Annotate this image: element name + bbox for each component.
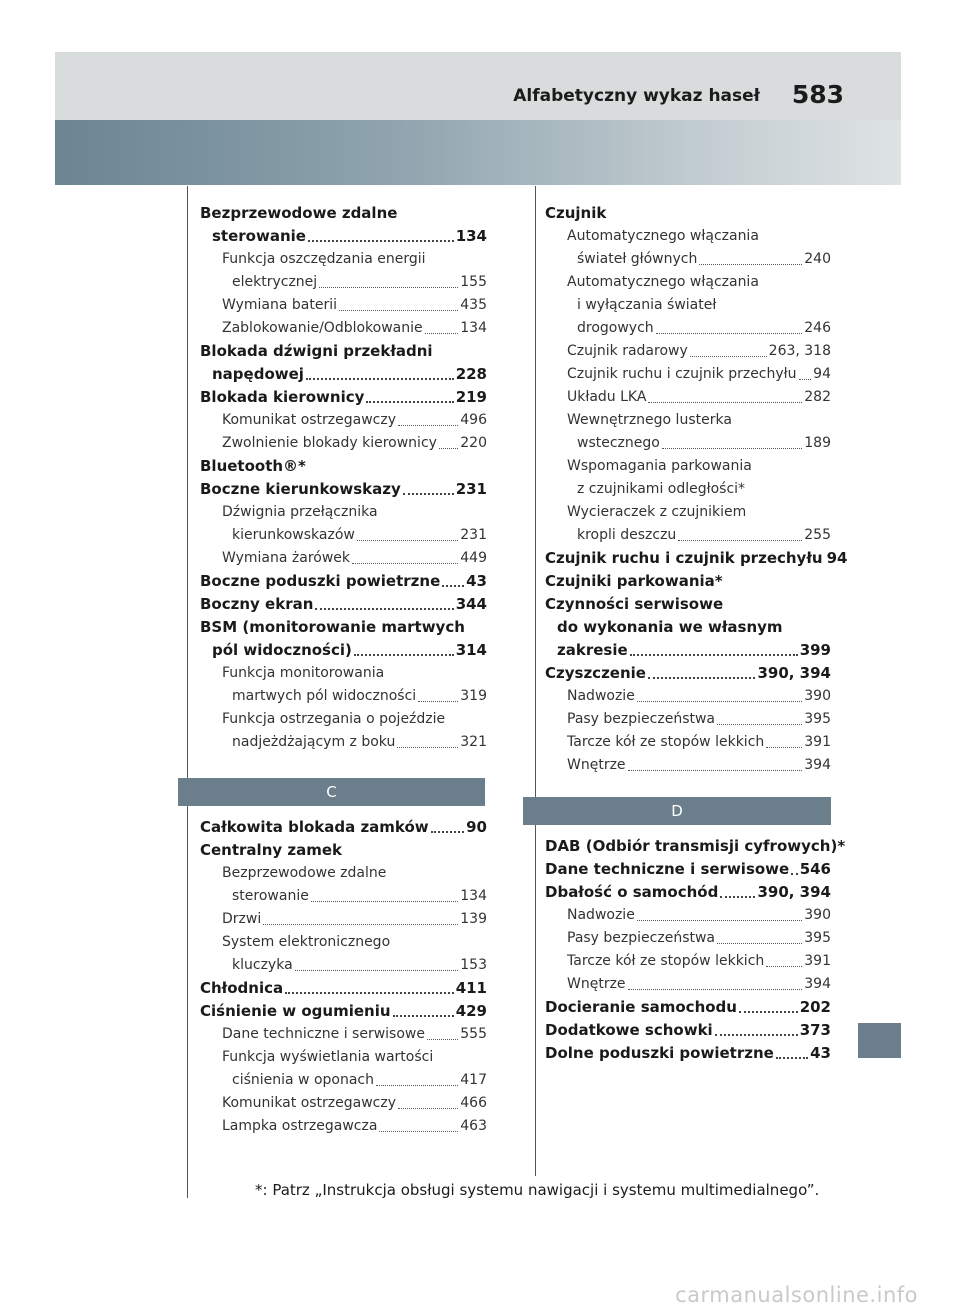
index-entry: [545, 881, 831, 904]
index-entry: [200, 248, 487, 271]
index-entry-page: 43: [466, 572, 487, 590]
index-entry-page: 391: [804, 953, 831, 969]
index-entry-text: Tarcze kół ze stopów lekkich: [567, 953, 765, 969]
index-entry-page: 466: [460, 1095, 487, 1111]
index-entry: [545, 927, 831, 950]
index-entry: [545, 904, 831, 927]
left-index-column: [200, 202, 487, 1138]
index-entry-page: 399: [799, 641, 831, 659]
index-entry: [200, 317, 487, 340]
index-entry-text: martwych pól widoczności: [232, 688, 417, 704]
index-entry: [545, 202, 831, 225]
index-entry: [200, 977, 487, 1000]
index-entry-text: Wewnętrznego lusterka: [567, 412, 732, 428]
index-entry-text: Wymiana baterii: [222, 297, 337, 313]
leader-dots: [308, 240, 454, 242]
index-entry-page: 463: [460, 1118, 487, 1134]
index-entry: [200, 639, 487, 662]
index-entry: [545, 570, 831, 593]
index-entry: [545, 409, 831, 432]
index-entry: [200, 662, 487, 685]
index-entry-text: Czujniki parkowania*: [545, 572, 723, 590]
index-entry-text: wstecznego: [577, 435, 660, 451]
leader-dots: [431, 831, 464, 833]
index-entry-page: 94: [826, 549, 848, 567]
index-entry-text: Boczne kierunkowskazy: [200, 480, 401, 498]
leader-dots: [354, 654, 454, 656]
index-entry-text: zakresie: [557, 641, 628, 659]
leader-dots: [656, 333, 803, 334]
right-index-column: [545, 202, 848, 1065]
index-entry-text: Komunikat ostrzegawczy: [222, 1095, 397, 1111]
index-entry: [200, 1115, 487, 1138]
index-entry: [200, 685, 487, 708]
leader-dots: [376, 1085, 458, 1086]
index-entry-text: Wnętrze: [567, 757, 626, 773]
index-entry-text: ciśnienia w oponach: [232, 1072, 374, 1088]
index-entry-text: z czujnikami odległości*: [577, 481, 746, 497]
section-header-d: D: [523, 797, 831, 825]
index-entry-page: 390: [804, 688, 831, 704]
leader-dots: [637, 701, 802, 702]
leader-dots: [791, 873, 797, 875]
index-entry: [200, 931, 487, 954]
index-entry-page: 231: [455, 480, 487, 498]
leader-dots: [393, 1015, 454, 1017]
index-entry: [200, 294, 487, 317]
index-entry-text: Dolne poduszki powietrzne: [545, 1044, 774, 1062]
index-entry: [545, 1019, 831, 1042]
leader-dots: [717, 724, 802, 725]
index-entry-text: Automatycznego włączania: [567, 274, 759, 290]
index-entry-page: 282: [804, 389, 831, 405]
leader-dots: [418, 701, 458, 702]
index-entry: [545, 524, 831, 547]
index-entry-text: Czujnik: [545, 204, 607, 222]
index-entry-text: Chłodnica: [200, 979, 284, 997]
leader-dots: [295, 970, 459, 971]
leader-dots: [263, 924, 458, 925]
index-entry-text: Wspomagania parkowania: [567, 458, 752, 474]
leader-dots: [715, 1034, 798, 1036]
index-entry-text: Pasy bezpieczeństwa: [567, 930, 716, 946]
index-entry-text: kropli deszczu: [577, 527, 677, 543]
index-entry-text: Wnętrze: [567, 976, 626, 992]
index-entry-text: Centralny zamek: [200, 841, 343, 859]
section-header-c: C: [178, 778, 485, 806]
leader-dots: [397, 747, 458, 748]
index-entry-text: Dbałość o samochód: [545, 883, 719, 901]
index-entry-text: Lampka ostrzegawcza: [222, 1118, 378, 1134]
index-entry-page: 321: [460, 734, 487, 750]
index-entry: [200, 908, 487, 931]
index-entry-page: 394: [804, 976, 831, 992]
leader-dots: [739, 1011, 798, 1013]
leader-dots: [366, 401, 453, 403]
index-entry-text: DAB (Odbiór transmisji cyfrowych)*: [545, 837, 846, 855]
decorative-banner: [55, 120, 901, 185]
index-entry: [545, 271, 831, 294]
index-entry: [200, 386, 487, 409]
index-entry: [200, 225, 487, 248]
index-entry: [545, 616, 831, 639]
leader-dots: [398, 425, 458, 426]
index-entry: [200, 524, 487, 547]
index-entry-page: 555: [460, 1026, 487, 1042]
index-entry: [200, 501, 487, 524]
index-entry-text: Wycieraczek z czujnikiem: [567, 504, 747, 520]
index-entry-text: Funkcja oszczędzania energii: [222, 251, 426, 267]
index-entry-page: 139: [460, 911, 487, 927]
leader-dots: [357, 540, 458, 541]
index-entry: [545, 501, 831, 524]
leader-dots: [766, 747, 802, 748]
index-entry-text: Układu LKA: [567, 389, 647, 405]
index-entry-page: 134: [455, 227, 487, 245]
leader-dots: [720, 896, 755, 898]
index-entry-text: napędowej: [212, 365, 304, 383]
index-entry-text: Pasy bezpieczeństwa: [567, 711, 716, 727]
index-entry: [200, 1092, 487, 1115]
index-entry: [200, 1000, 487, 1023]
index-entry-page: 496: [460, 412, 487, 428]
index-entry: [200, 340, 487, 363]
index-entry: [545, 363, 831, 386]
index-entry-page: 220: [460, 435, 487, 451]
index-entry: [200, 1069, 487, 1092]
index-entry-page: 90: [466, 818, 487, 836]
index-entry-page: 394: [804, 757, 831, 773]
index-entry: [545, 593, 831, 616]
index-entry-page: 134: [460, 888, 487, 904]
index-entry-page: 240: [804, 251, 831, 267]
index-entry-text: Blokada dźwigni przekładni: [200, 342, 433, 360]
header-band: [55, 52, 901, 120]
index-entry-text: Dane techniczne i serwisowe: [222, 1026, 425, 1042]
index-entry-page: 390: [804, 907, 831, 923]
index-entry: [200, 731, 487, 754]
leader-dots: [717, 943, 802, 944]
index-entry: [200, 409, 487, 432]
index-entry: [200, 954, 487, 977]
index-entry-page: 263, 318: [768, 343, 831, 359]
index-entry: [200, 616, 487, 639]
index-entry: [545, 386, 831, 409]
index-entry-page: 94: [813, 366, 831, 382]
index-entry-text: Zablokowanie/Odblokowanie: [222, 320, 423, 336]
index-entry: [200, 708, 487, 731]
index-entry: [545, 835, 846, 858]
index-entry: [200, 593, 487, 616]
index-entry: [545, 731, 831, 754]
index-entry-text: Tarcze kół ze stopów lekkich: [567, 734, 765, 750]
index-entry-text: sterowanie: [232, 888, 309, 904]
index-entry-page: 202: [799, 998, 831, 1016]
index-entry-page: 435: [460, 297, 487, 313]
index-entry-text: Funkcja wyświetlania wartości: [222, 1049, 434, 1065]
index-entry-page: 314: [455, 641, 487, 659]
index-entry: [200, 271, 487, 294]
index-entry-text: pól widoczności): [212, 641, 352, 659]
page-title: Alfabetyczny wykaz haseł: [513, 86, 760, 106]
index-entry-text: Czynności serwisowe: [545, 595, 724, 613]
left-column-rule: [187, 186, 188, 1198]
leader-dots: [379, 1131, 458, 1132]
leader-dots: [352, 563, 458, 564]
index-entry-text: do wykonania we własnym: [557, 618, 783, 636]
right-column-rule: [535, 186, 536, 1176]
leader-dots: [628, 770, 803, 771]
index-entry-text: Czujnik ruchu i czujnik przechyłu: [567, 366, 797, 382]
index-entry: [545, 340, 831, 363]
index-entry: [545, 478, 831, 501]
index-entry: [545, 950, 831, 973]
index-entry-page: 255: [804, 527, 831, 543]
index-entry-page: 449: [460, 550, 487, 566]
index-entry-text: Docieranie samochodu: [545, 998, 737, 1016]
leader-dots: [637, 920, 802, 921]
index-entry-text: Zwolnienie blokady kierownicy: [222, 435, 437, 451]
index-entry: [200, 478, 487, 501]
index-entry: [200, 570, 487, 593]
index-entry: [200, 363, 487, 386]
watermark: carmanualsonline.info: [675, 1283, 918, 1307]
leader-dots: [427, 1039, 458, 1040]
index-entry-page: 219: [455, 388, 487, 406]
index-entry-text: kierunkowskazów: [232, 527, 355, 543]
index-entry-text: Funkcja monitorowania: [222, 665, 385, 681]
index-entry: [545, 317, 831, 340]
index-entry-text: Ciśnienie w ogumieniu: [200, 1002, 391, 1020]
index-entry-page: 411: [455, 979, 487, 997]
index-entry-page: 43: [810, 1044, 831, 1062]
index-entry-text: Czyszczenie: [545, 664, 646, 682]
index-entry-text: Dodatkowe schowki: [545, 1021, 713, 1039]
index-entry-text: Bezprzewodowe zdalne: [222, 865, 387, 881]
index-entry: [545, 432, 831, 455]
index-entry-page: 344: [455, 595, 487, 613]
index-entry: [545, 639, 831, 662]
index-entry-text: Nadwozie: [567, 688, 635, 704]
leader-dots: [628, 989, 803, 990]
index-entry-text: BSM (monitorowanie martwych: [200, 618, 465, 636]
leader-dots: [306, 378, 454, 380]
leader-dots: [699, 264, 802, 265]
index-entry-text: Bluetooth®*: [200, 457, 306, 475]
index-entry-page: 373: [799, 1021, 831, 1039]
index-entry: [545, 973, 831, 996]
index-entry: [200, 816, 487, 839]
index-entry-text: Czujnik ruchu i czujnik przechyłu: [545, 549, 823, 567]
index-entry: [545, 547, 848, 570]
leader-dots: [311, 901, 458, 902]
index-entry-text: Całkowita blokada zamków: [200, 818, 429, 836]
leader-dots: [678, 540, 802, 541]
index-entry-page: 429: [455, 1002, 487, 1020]
leader-dots: [285, 992, 454, 994]
index-entry-text: sterowanie: [212, 227, 306, 245]
leader-dots: [339, 310, 458, 311]
index-entry-text: System elektronicznego: [222, 934, 391, 950]
index-entry-page: 391: [804, 734, 831, 750]
index-entry-text: świateł głównych: [577, 251, 698, 267]
index-entry-text: Dane techniczne i serwisowe: [545, 860, 790, 878]
index-entry-page: 134: [460, 320, 487, 336]
index-entry: [200, 1023, 487, 1046]
page-number: 583: [791, 80, 844, 109]
index-entry: [545, 1042, 831, 1065]
leader-dots: [442, 585, 464, 587]
leader-dots: [630, 654, 798, 656]
left-entries: [200, 202, 487, 754]
index-entry-text: Dźwignia przełącznika: [222, 504, 378, 520]
index-entry-text: Czujnik radarowy: [567, 343, 688, 359]
index-entry-text: Automatycznego włączania: [567, 228, 759, 244]
leader-dots: [439, 448, 458, 449]
footnote: *: Patrz „Instrukcja obsługi systemu nawigacji i systemu multimedialnego”.: [255, 1181, 820, 1199]
leader-dots: [398, 1108, 458, 1109]
index-entry: [545, 248, 831, 271]
index-entry: [545, 858, 831, 881]
index-entry-page: 417: [460, 1072, 487, 1088]
index-entry-page: 390, 394: [757, 883, 831, 901]
index-entry-page: 155: [460, 274, 487, 290]
index-entry-text: Komunikat ostrzegawczy: [222, 412, 397, 428]
index-entry: [200, 547, 487, 570]
leader-dots: [648, 402, 802, 403]
right-entries: [545, 202, 848, 777]
index-entry-page: 390, 394: [757, 664, 831, 682]
index-entry-text: Nadwozie: [567, 907, 635, 923]
chapter-tab: [858, 1023, 901, 1058]
leader-dots: [799, 379, 812, 380]
index-entry: [545, 662, 831, 685]
index-entry-page: 153: [460, 957, 487, 973]
index-entry: [200, 1046, 487, 1069]
index-entry-text: nadjeżdżającym z boku: [232, 734, 396, 750]
index-entry-text: Funkcja ostrzegania o pojeździe: [222, 711, 446, 727]
leader-dots: [690, 356, 767, 357]
index-entry: [545, 225, 831, 248]
index-entry-page: 189: [804, 435, 831, 451]
index-entry: [545, 455, 831, 478]
index-entry: [200, 202, 487, 225]
index-entry-text: Boczny ekran: [200, 595, 314, 613]
leader-dots: [315, 608, 453, 610]
index-entry-text: kluczyka: [232, 957, 293, 973]
index-entry: [545, 754, 831, 777]
index-entry-page: 546: [799, 860, 831, 878]
index-entry-text: drogowych: [577, 320, 654, 336]
index-entry-page: 231: [460, 527, 487, 543]
index-entry: [545, 685, 831, 708]
section-d-entries: [545, 835, 846, 1065]
leader-dots: [648, 677, 755, 679]
index-entry: [200, 839, 487, 862]
index-entry-text: i wyłączania świateł: [577, 297, 717, 313]
index-entry: [200, 862, 487, 885]
leader-dots: [776, 1057, 808, 1059]
index-entry: [200, 432, 487, 455]
leader-dots: [403, 493, 454, 495]
section-c-entries: [200, 816, 487, 1138]
index-entry: [545, 708, 831, 731]
index-entry-text: Boczne poduszki powietrzne: [200, 572, 441, 590]
index-entry: [545, 996, 831, 1019]
index-entry-text: Wymiana żarówek: [222, 550, 351, 566]
leader-dots: [662, 448, 802, 449]
index-entry: [200, 885, 487, 908]
index-entry-page: 395: [804, 930, 831, 946]
index-entry: [545, 294, 831, 317]
index-entry: [200, 455, 487, 478]
index-entry-text: Blokada kierownicy: [200, 388, 365, 406]
leader-dots: [766, 966, 802, 967]
index-entry-page: 319: [460, 688, 487, 704]
index-entry-text: elektrycznej: [232, 274, 318, 290]
leader-dots: [425, 333, 459, 334]
index-entry-text: Bezprzewodowe zdalne: [200, 204, 398, 222]
index-entry-page: 246: [804, 320, 831, 336]
index-entry-page: 395: [804, 711, 831, 727]
leader-dots: [319, 287, 458, 288]
index-entry-page: 228: [455, 365, 487, 383]
index-entry-text: Drzwi: [222, 911, 262, 927]
